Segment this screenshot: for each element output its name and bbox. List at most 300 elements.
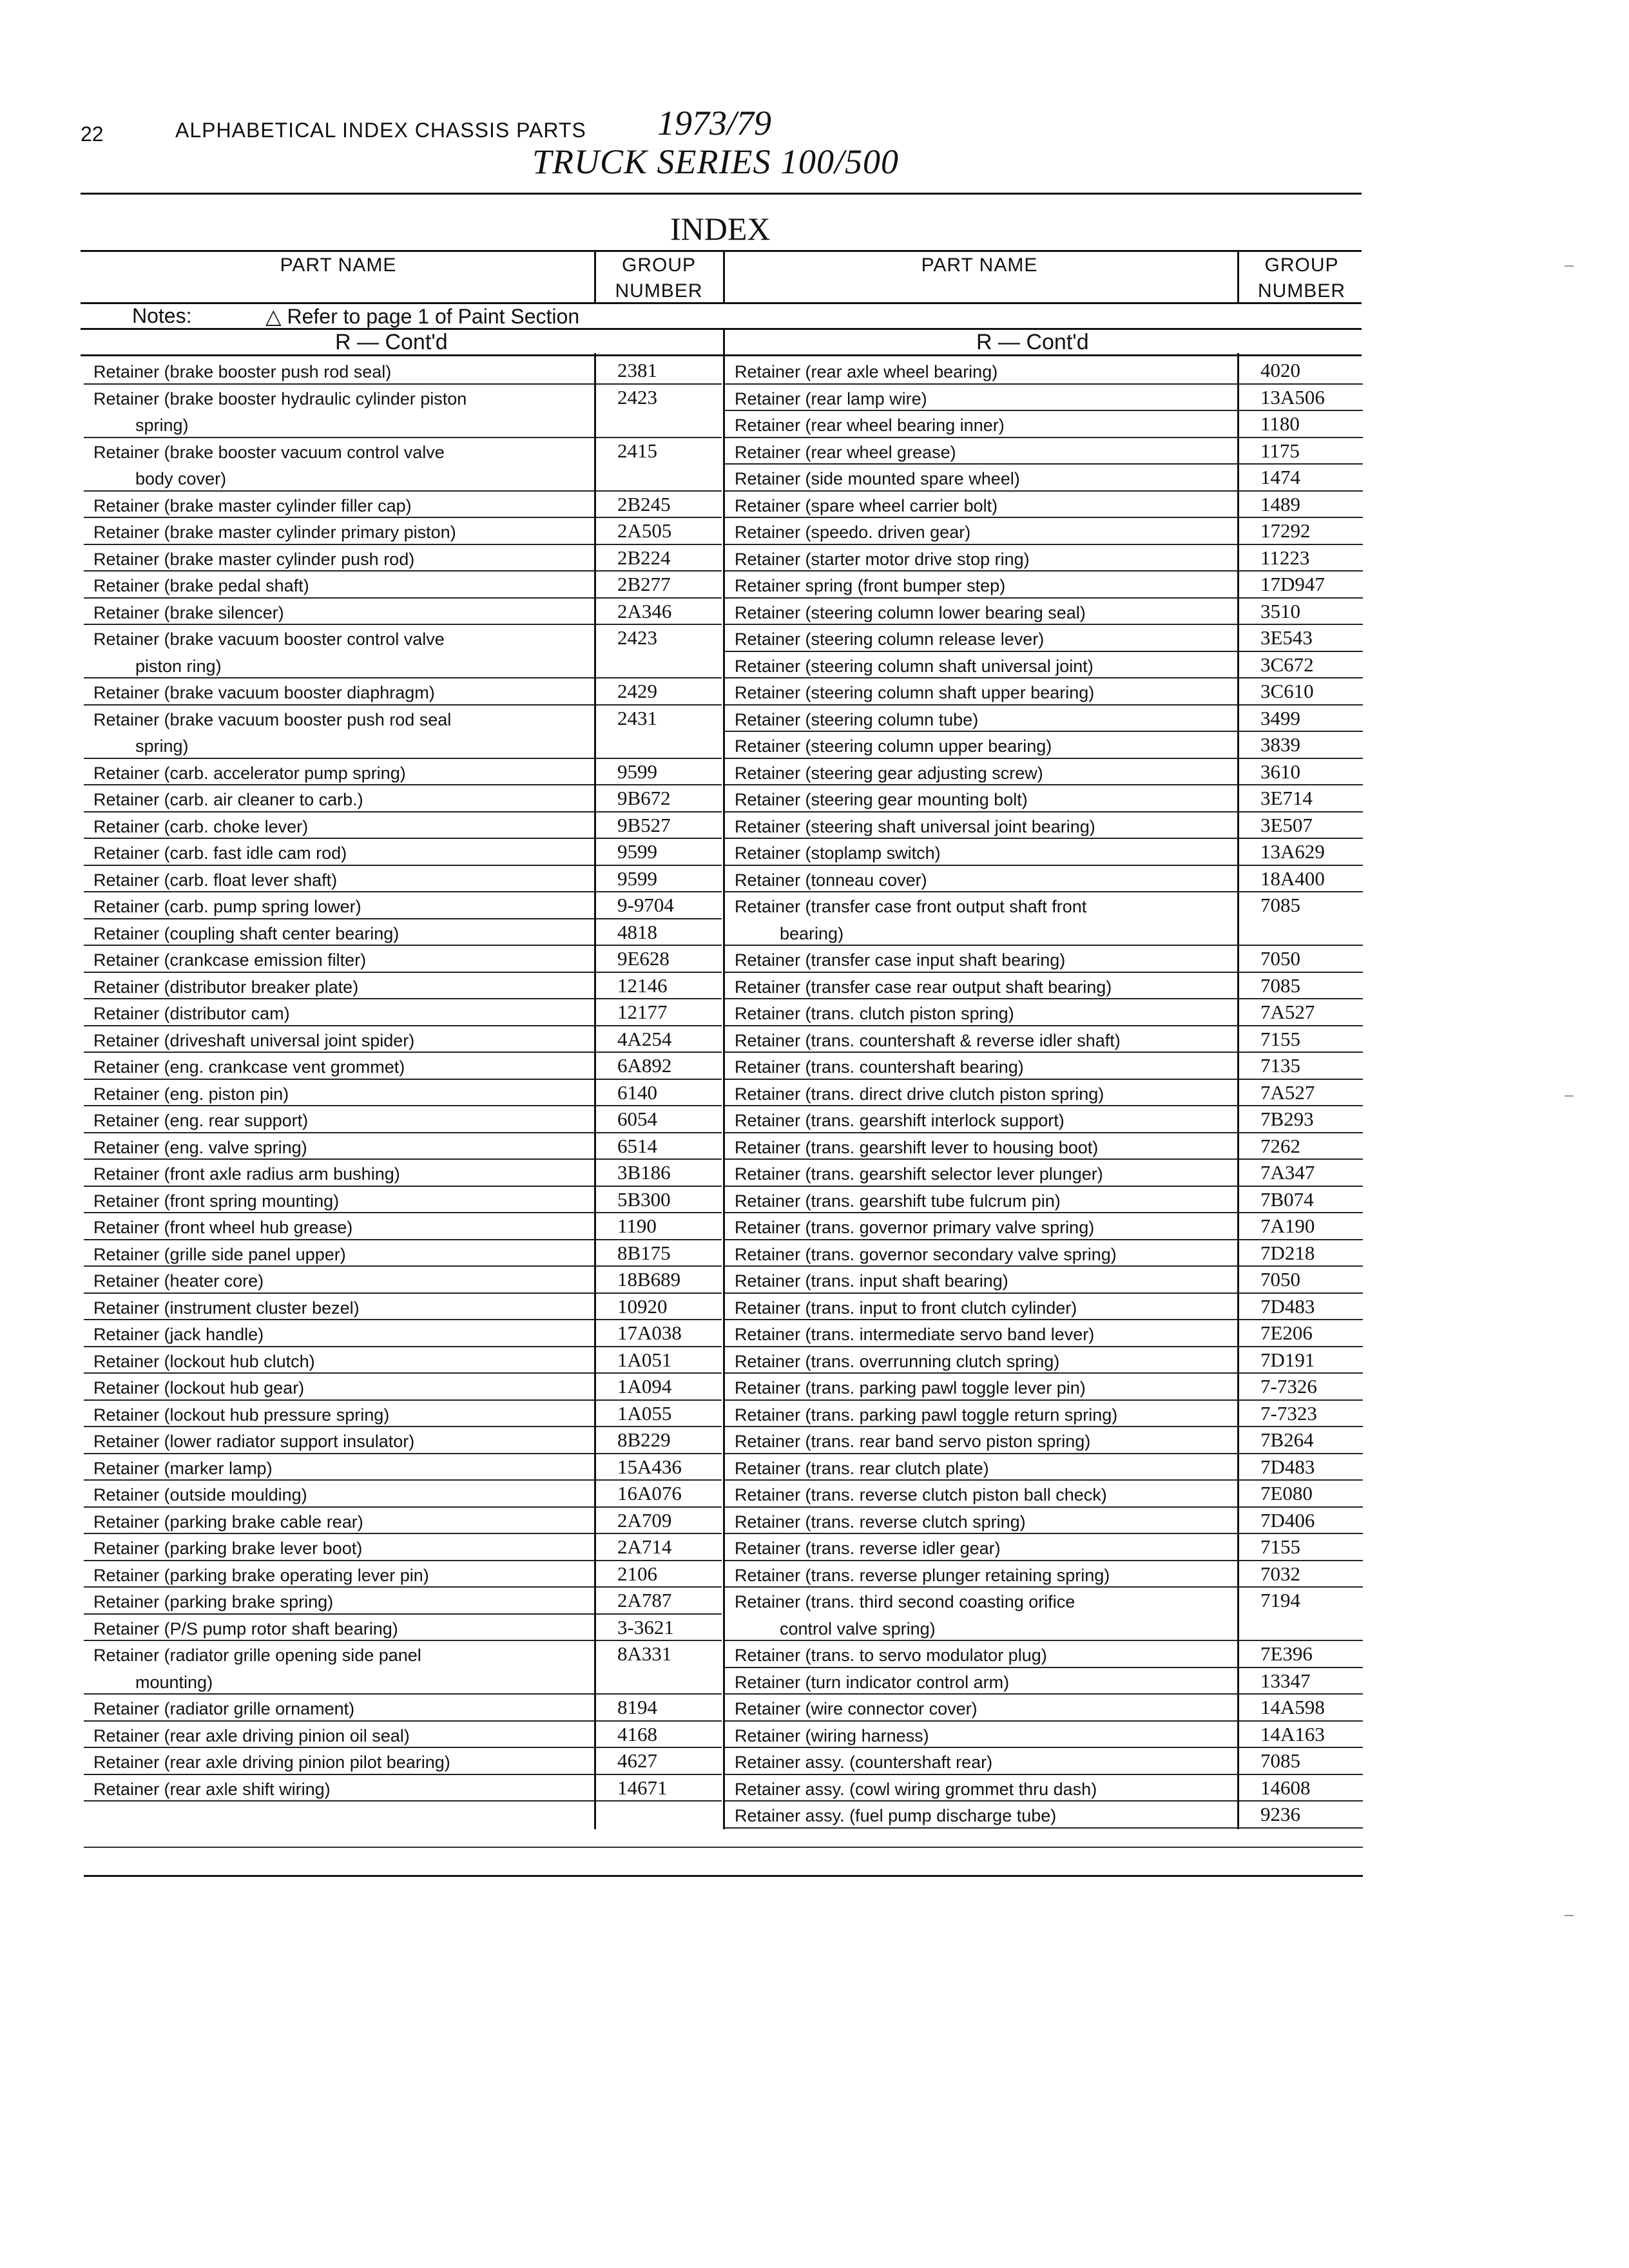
group-number: 2415 <box>617 439 657 462</box>
part-name: Retainer (transfer case input shaft bearing) <box>735 950 1066 970</box>
row-rule <box>725 1239 1363 1240</box>
row-rule <box>725 1479 1363 1481</box>
group-number: 7155 <box>1260 1027 1300 1050</box>
part-name: Retainer (wire connector cover) <box>735 1699 978 1718</box>
group-number: 7-7326 <box>1260 1375 1317 1398</box>
row-rule <box>725 1025 1363 1026</box>
part-name: Retainer (brake booster vacuum control valve <box>93 442 445 462</box>
group-number: 7B293 <box>1260 1108 1314 1130</box>
row-rule <box>84 1265 722 1267</box>
part-name: Retainer (parking brake lever boot) <box>93 1539 363 1558</box>
group-number: 7194 <box>1260 1589 1300 1611</box>
part-name: Retainer (transfer case front output shaft front <box>735 897 1087 916</box>
part-name: Retainer (trans. reverse idler gear) <box>735 1539 1001 1558</box>
row-rule <box>725 1426 1363 1427</box>
part-name: spring) <box>135 736 189 756</box>
row-rule <box>725 1506 1363 1508</box>
right-group-header: GROUP NUMBER <box>1257 255 1345 302</box>
notes-text: △ Refer to page 1 of Paint Section <box>265 305 580 328</box>
row-rule <box>725 624 1363 625</box>
row-rule <box>84 998 722 999</box>
part-name: Retainer (steering column shaft universal joint) <box>735 656 1094 676</box>
group-number: 3E543 <box>1260 626 1313 649</box>
part-name: Retainer (trans. reverse clutch piston ball check) <box>735 1485 1107 1504</box>
group-number: 6514 <box>617 1134 657 1157</box>
row-rule <box>84 1212 722 1213</box>
row-rule <box>84 1774 722 1775</box>
group-number: 9B527 <box>617 813 671 836</box>
part-name: Retainer (steering shaft universal joint bearing) <box>735 816 1095 836</box>
part-name: Retainer (trans. gearshift selector lever plunger) <box>735 1164 1103 1184</box>
row-rule <box>725 1667 1363 1668</box>
notes-label: Notes: <box>132 304 192 327</box>
group-number: 13347 <box>1260 1669 1311 1692</box>
part-name: Retainer (trans. to servo modulator plug) <box>735 1646 1047 1665</box>
part-name: Retainer (rear wheel grease) <box>735 442 956 462</box>
group-number: 14A598 <box>1260 1696 1325 1718</box>
group-number: 2A346 <box>617 599 672 622</box>
row-rule <box>84 1453 722 1454</box>
index-heading: INDEX <box>670 211 771 247</box>
part-name: Retainer (brake silencer) <box>93 602 284 622</box>
part-name: Retainer (parking brake spring) <box>93 1592 334 1611</box>
group-number: 2381 <box>617 359 657 381</box>
row-rule <box>84 570 722 572</box>
part-name: Retainer spring (front bumper step) <box>735 576 1006 595</box>
part-name: Retainer (turn indicator control arm) <box>735 1672 1010 1692</box>
part-name: Retainer (rear lamp wire) <box>735 389 927 408</box>
row-rule <box>84 838 722 839</box>
part-name: Retainer (distributor breaker plate) <box>93 977 359 997</box>
row-rule <box>84 544 722 545</box>
row-rule <box>84 784 722 785</box>
row-rule <box>84 1506 722 1508</box>
part-name: Retainer (trans. rear band servo piston spring) <box>735 1432 1091 1451</box>
group-number: 7B074 <box>1260 1187 1314 1211</box>
part-name: Retainer (trans. third second coasting orifice <box>735 1592 1075 1611</box>
row-rule <box>725 998 1363 999</box>
row-rule <box>84 517 722 518</box>
part-name: Retainer (wiring harness) <box>735 1725 929 1745</box>
part-name: Retainer (rear axle wheel bearing) <box>735 362 998 381</box>
part-name: Retainer (lower radiator support insulator) <box>93 1432 415 1451</box>
row-rule <box>84 1747 722 1748</box>
part-name: Retainer (instrument cluster bezel) <box>93 1298 360 1318</box>
group-number: 9E628 <box>617 947 670 970</box>
header-rule <box>81 193 1362 195</box>
part-name: Retainer (eng. crankcase vent grommet) <box>93 1057 405 1077</box>
part-name: Retainer (speedo. driven gear) <box>735 523 971 542</box>
row-rule <box>84 624 722 625</box>
row-rule <box>725 1212 1363 1213</box>
row-rule <box>725 1293 1363 1294</box>
part-name: Retainer (steering column upper bearing) <box>735 736 1052 756</box>
group-number: 7E206 <box>1260 1321 1313 1344</box>
group-number: 4627 <box>617 1749 657 1772</box>
row-rule <box>725 731 1363 732</box>
notes-rule <box>81 328 1362 330</box>
part-name: Retainer (radiator grille ornament) <box>93 1699 355 1718</box>
part-name: Retainer (radiator grille opening side panel <box>93 1646 421 1665</box>
group-number: 2B224 <box>617 546 671 569</box>
group-number: 9599 <box>617 840 657 863</box>
part-name: Retainer (carb. float lever shaft) <box>93 870 338 890</box>
part-name: Retainer (trans. input shaft bearing) <box>735 1271 1008 1291</box>
row-rule <box>725 1079 1363 1080</box>
row-rule <box>84 891 722 892</box>
row-rule <box>725 784 1363 785</box>
group-number: 3E507 <box>1260 813 1313 836</box>
group-number: 14671 <box>617 1776 668 1799</box>
row-rule <box>84 945 722 946</box>
row-rule <box>84 1426 722 1427</box>
part-name: Retainer (steering column release lever) <box>735 629 1045 649</box>
part-name: Retainer (coupling shaft center bearing) <box>93 923 400 943</box>
series-heading: TRUCK SERIES 100/500 <box>532 142 899 181</box>
part-name: Retainer assy. (countershaft rear) <box>735 1753 993 1772</box>
part-name: Retainer (eng. valve spring) <box>93 1137 307 1157</box>
part-name: Retainer (eng. piston pin) <box>93 1084 289 1104</box>
row-rule <box>84 1132 722 1133</box>
group-number: 7D483 <box>1260 1294 1315 1318</box>
part-name: Retainer (P/S pump rotor shaft bearing) <box>93 1619 398 1639</box>
row-rule <box>84 437 722 438</box>
group-number: 7B264 <box>1260 1428 1314 1451</box>
margin-mark <box>1565 265 1574 267</box>
group-number: 7E396 <box>1260 1642 1313 1665</box>
group-number: 18B689 <box>617 1268 681 1291</box>
part-name: Retainer (steering column lower bearing seal) <box>735 602 1086 622</box>
bottom-rule <box>84 1847 1363 1848</box>
row-rule <box>84 1186 722 1187</box>
row-rule <box>84 490 722 492</box>
group-number: 1175 <box>1260 439 1300 462</box>
part-name: Retainer (grille side panel upper) <box>93 1244 346 1264</box>
row-rule <box>725 704 1363 706</box>
group-number: 3C610 <box>1260 680 1314 702</box>
group-number: 7A527 <box>1260 1081 1315 1104</box>
row-rule <box>725 1800 1363 1802</box>
group-number: 10920 <box>617 1294 668 1318</box>
part-name: Retainer (trans. input to front clutch cylinder) <box>735 1298 1077 1318</box>
group-number: 13A506 <box>1260 385 1325 408</box>
group-number: 7A527 <box>1260 1001 1315 1023</box>
row-rule <box>725 865 1363 866</box>
part-name: Retainer (parking brake cable rear) <box>93 1512 363 1532</box>
part-name: Retainer (brake pedal shaft) <box>93 576 309 595</box>
row-rule <box>84 865 722 866</box>
group-number: 4020 <box>1260 359 1300 381</box>
group-number: 7155 <box>1260 1535 1300 1558</box>
column-divider <box>723 330 725 1829</box>
part-name: bearing) <box>780 923 844 943</box>
group-number: 9236 <box>1260 1803 1300 1825</box>
part-name: Retainer (rear axle driving pinion pilot bearing) <box>93 1753 450 1772</box>
row-rule <box>84 1052 722 1053</box>
group-number: 7E080 <box>1260 1482 1313 1504</box>
group-number: 2A709 <box>617 1508 672 1532</box>
group-number: 8194 <box>617 1696 657 1718</box>
part-name: Retainer assy. (fuel pump discharge tube) <box>735 1806 1057 1825</box>
part-name: Retainer (driveshaft universal joint spider) <box>93 1030 415 1050</box>
group-number: 1180 <box>1260 412 1300 435</box>
left-part-name-header: PART NAME <box>280 255 397 276</box>
part-name: Retainer (brake vacuum booster diaphragm) <box>93 683 435 702</box>
part-name: Retainer (side mounted spare wheel) <box>735 469 1020 488</box>
row-rule <box>725 410 1363 411</box>
row-rule <box>84 1613 722 1615</box>
group-number: 9B672 <box>617 787 671 809</box>
part-name: Retainer (steering column shaft upper bearing) <box>735 683 1095 702</box>
row-rule <box>84 1399 722 1401</box>
part-name: Retainer (steering column tube) <box>735 709 979 729</box>
part-name: Retainer (front wheel hub grease) <box>93 1218 353 1237</box>
row-rule <box>84 597 722 599</box>
row-rule <box>725 1747 1363 1748</box>
part-name: Retainer (rear axle driving pinion oil seal) <box>93 1725 410 1745</box>
group-number: 7D218 <box>1260 1241 1315 1264</box>
part-name: Retainer (trans. overrunning clutch spring) <box>735 1351 1060 1371</box>
row-rule <box>725 945 1363 946</box>
group-number: 15A436 <box>617 1455 682 1478</box>
part-name: Retainer (brake vacuum booster push rod seal <box>93 709 452 729</box>
group-number: 8B229 <box>617 1428 671 1451</box>
row-rule <box>84 1479 722 1481</box>
part-name: mounting) <box>135 1672 213 1692</box>
group-number: 17D947 <box>1260 573 1325 595</box>
part-name: Retainer (lockout hub pressure spring) <box>93 1405 390 1425</box>
row-rule <box>84 1720 722 1722</box>
part-name: Retainer (trans. gearshift tube fulcrum pin) <box>735 1191 1061 1211</box>
row-rule <box>725 1319 1363 1320</box>
group-number: 3-3621 <box>617 1615 674 1639</box>
group-number: 7085 <box>1260 894 1300 916</box>
row-rule <box>725 1372 1363 1374</box>
group-number: 16A076 <box>617 1482 682 1504</box>
part-name: Retainer (trans. countershaft bearing) <box>735 1057 1024 1077</box>
part-name: Retainer (tonneau cover) <box>735 870 927 890</box>
group-number: 7D483 <box>1260 1455 1315 1478</box>
part-name: Retainer (stoplamp switch) <box>735 843 941 863</box>
part-name: Retainer (parking brake operating lever pin) <box>93 1565 429 1585</box>
part-name: control valve spring) <box>780 1619 936 1639</box>
group-number: 1489 <box>1260 492 1300 515</box>
part-name: Retainer (trans. direct drive clutch piston spring) <box>735 1084 1104 1104</box>
group-number: 2B245 <box>617 492 671 515</box>
part-name: Retainer (trans. parking pawl toggle lever pin) <box>735 1378 1086 1398</box>
group-number: 11223 <box>1260 546 1310 569</box>
part-name: Retainer (lockout hub gear) <box>93 1378 305 1398</box>
row-rule <box>725 1265 1363 1267</box>
row-rule <box>725 1586 1363 1588</box>
group-number: 2106 <box>617 1562 657 1585</box>
part-name: Retainer (transfer case rear output shaft bearing) <box>735 977 1112 997</box>
bottom-rule <box>84 1875 1363 1877</box>
group-number: 14608 <box>1260 1776 1311 1799</box>
part-name: Retainer (steering gear mounting bolt) <box>735 790 1028 809</box>
group-number: 3C672 <box>1260 653 1314 676</box>
row-rule <box>84 918 722 919</box>
row-rule <box>725 1105 1363 1106</box>
row-rule <box>84 1319 722 1320</box>
group-number: 7135 <box>1260 1054 1300 1077</box>
row-rule <box>84 1640 722 1641</box>
group-number: 3E714 <box>1260 787 1313 809</box>
row-rule <box>725 437 1363 438</box>
row-rule <box>725 1186 1363 1187</box>
row-rule <box>725 1132 1363 1133</box>
group-number: 4818 <box>617 920 657 943</box>
row-rule <box>725 383 1363 385</box>
margin-mark <box>1565 1095 1574 1097</box>
group-number: 7-7323 <box>1260 1401 1317 1425</box>
group-number: 7085 <box>1260 1749 1300 1772</box>
part-name: Retainer (rear wheel bearing inner) <box>735 416 1005 435</box>
part-name: Retainer (trans. gearshift lever to housing boot) <box>735 1137 1099 1157</box>
part-name: Retainer (spare wheel carrier bolt) <box>735 495 998 515</box>
row-rule <box>84 704 722 706</box>
row-rule <box>725 1774 1363 1775</box>
group-number: 7A347 <box>1260 1161 1315 1184</box>
row-rule <box>84 811 722 812</box>
row-rule <box>725 758 1363 759</box>
group-number: 1A055 <box>617 1401 672 1425</box>
row-rule <box>84 1693 722 1695</box>
part-name: Retainer (carb. accelerator pump spring) <box>93 763 406 783</box>
row-rule <box>725 1533 1363 1534</box>
part-name: Retainer (brake master cylinder push rod) <box>93 549 415 569</box>
row-rule <box>84 972 722 973</box>
group-number: 6140 <box>617 1081 657 1104</box>
group-number: 4168 <box>617 1722 657 1745</box>
group-number: 3839 <box>1260 733 1300 756</box>
row-rule <box>84 1800 722 1802</box>
part-name: Retainer (trans. gearshift interlock support) <box>735 1111 1065 1130</box>
group-number: 7050 <box>1260 947 1300 970</box>
row-rule <box>84 1025 722 1026</box>
row-rule <box>84 677 722 678</box>
row-rule <box>725 1399 1363 1401</box>
part-name: Retainer (trans. governor secondary valve spring) <box>735 1244 1117 1264</box>
group-number: 17292 <box>1260 519 1311 542</box>
part-name: Retainer (rear axle shift wiring) <box>93 1779 331 1799</box>
group-number: 1A094 <box>617 1375 672 1398</box>
row-rule <box>84 1372 722 1374</box>
row-rule <box>84 1158 722 1160</box>
row-rule <box>84 1105 722 1106</box>
group-number: 3B186 <box>617 1161 671 1184</box>
group-number: 9599 <box>617 760 657 783</box>
row-rule <box>725 1158 1363 1160</box>
row-rule <box>725 1720 1363 1722</box>
row-rule <box>725 972 1363 973</box>
part-name: Retainer (front spring mounting) <box>93 1191 340 1211</box>
part-name: body cover) <box>135 469 227 488</box>
part-name: Retainer (brake booster hydraulic cylinder piston <box>93 389 467 408</box>
part-name: Retainer (trans. clutch piston spring) <box>735 1004 1014 1023</box>
group-number: 2A787 <box>617 1589 672 1611</box>
part-name: Retainer (carb. pump spring lower) <box>93 897 361 916</box>
group-number: 2423 <box>617 385 657 408</box>
row-rule <box>725 651 1363 652</box>
row-rule <box>725 1640 1363 1641</box>
group-number: 6A892 <box>617 1054 672 1077</box>
row-rule <box>725 1453 1363 1454</box>
group-number: 9599 <box>617 867 657 890</box>
row-rule <box>725 891 1363 892</box>
row-rule <box>84 1239 722 1240</box>
divider <box>723 250 725 304</box>
group-number: 1A051 <box>617 1348 672 1371</box>
right-section-heading: R — Cont'd <box>976 330 1089 354</box>
group-number: 18A400 <box>1260 867 1325 890</box>
group-number: 3510 <box>1260 599 1300 622</box>
group-number: 4A254 <box>617 1027 672 1050</box>
row-rule <box>725 677 1363 678</box>
row-rule <box>725 597 1363 599</box>
group-number: 7A190 <box>1260 1215 1315 1237</box>
row-rule <box>725 811 1363 812</box>
part-name: Retainer (carb. choke lever) <box>93 816 309 836</box>
group-number: 2431 <box>617 706 657 729</box>
part-name: Retainer (eng. rear support) <box>93 1111 309 1130</box>
group-number: 2423 <box>617 626 657 649</box>
part-name: Retainer (trans. parking pawl toggle return spring) <box>735 1405 1118 1425</box>
row-rule <box>725 463 1363 465</box>
years-heading: 1973/79 <box>657 104 772 142</box>
row-rule <box>725 490 1363 492</box>
group-number: 8B175 <box>617 1241 671 1264</box>
part-name: Retainer (trans. rear clutch plate) <box>735 1458 989 1478</box>
row-rule <box>725 1560 1363 1561</box>
row-rule <box>725 544 1363 545</box>
page-number: 22 <box>81 122 104 146</box>
right-part-name-header: PART NAME <box>921 255 1038 276</box>
row-rule <box>725 570 1363 572</box>
part-name: Retainer (lockout hub clutch) <box>93 1351 315 1371</box>
row-rule <box>84 1293 722 1294</box>
row-rule <box>84 383 722 385</box>
row-rule <box>725 1346 1363 1347</box>
part-name: Retainer (trans. countershaft & reverse idler shaft) <box>735 1030 1121 1050</box>
group-number: 17A038 <box>617 1321 682 1344</box>
group-number: 2A714 <box>617 1535 672 1558</box>
group-number: 7D191 <box>1260 1348 1315 1371</box>
group-number: 1190 <box>617 1215 657 1237</box>
row-rule <box>725 1693 1363 1695</box>
row-rule <box>84 1533 722 1534</box>
row-rule <box>725 1827 1363 1829</box>
row-rule <box>84 1586 722 1588</box>
part-name: Retainer (marker lamp) <box>93 1458 273 1478</box>
divider <box>594 250 596 304</box>
group-number: 7050 <box>1260 1268 1300 1291</box>
row-rule <box>725 838 1363 839</box>
group-number: 7032 <box>1260 1562 1300 1585</box>
column-divider <box>1237 353 1239 1829</box>
part-name: Retainer (heater core) <box>93 1271 264 1291</box>
group-number: 2B277 <box>617 573 671 595</box>
row-rule <box>725 1052 1363 1053</box>
part-name: piston ring) <box>135 656 222 676</box>
group-number: 7262 <box>1260 1134 1300 1157</box>
group-number: 5B300 <box>617 1187 671 1211</box>
row-rule <box>725 517 1363 518</box>
row-rule <box>84 1079 722 1080</box>
group-number: 12177 <box>617 1001 668 1023</box>
part-name: Retainer (outside moulding) <box>93 1485 307 1504</box>
left-section-heading: R — Cont'd <box>335 330 448 354</box>
